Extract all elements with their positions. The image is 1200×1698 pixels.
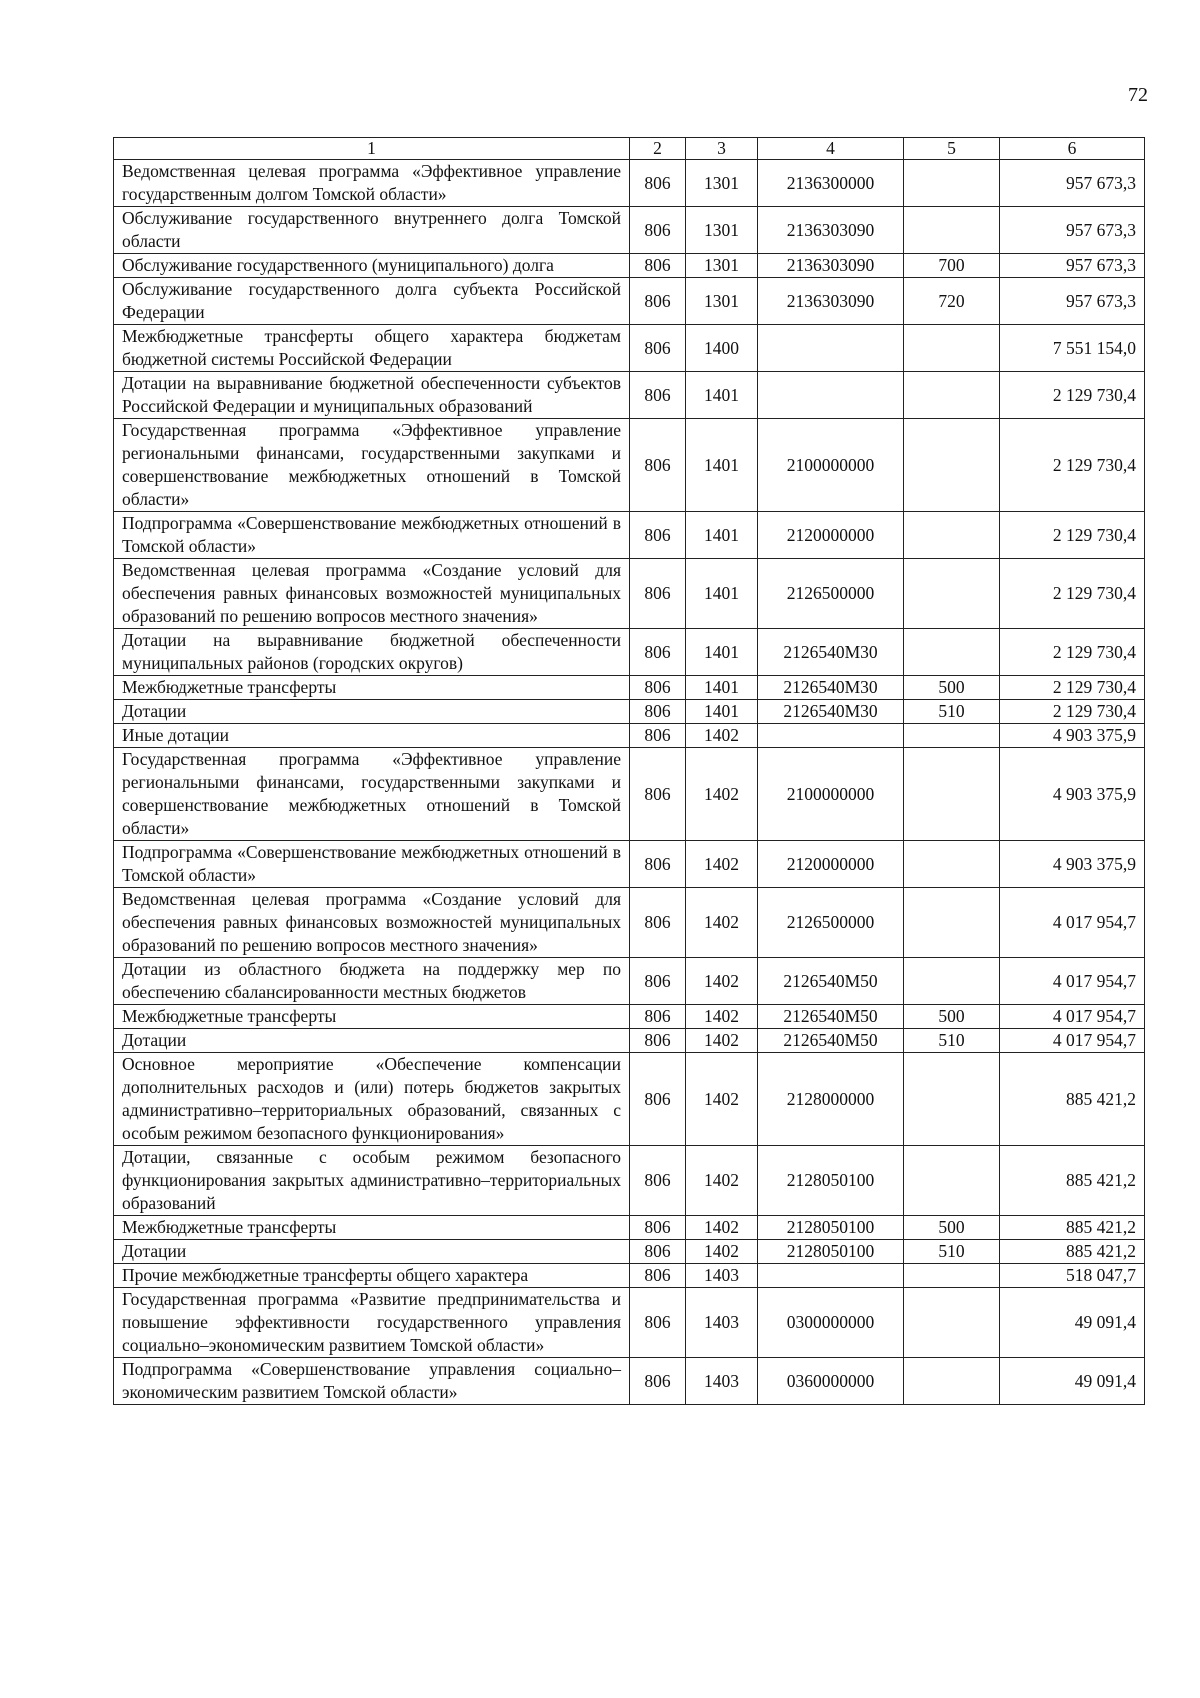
row-expense-type <box>904 958 1000 1005</box>
row-name: Прочие межбюджетные трансферты общего характера <box>114 1264 630 1288</box>
table-row <box>114 559 1145 629</box>
row-section-code: 1301 <box>686 160 758 207</box>
row-amount: 957 673,3 <box>1000 160 1145 207</box>
table-row <box>114 1358 1145 1405</box>
table-row <box>114 629 1145 676</box>
row-section-code: 1402 <box>686 1216 758 1240</box>
row-name: Государственная программа «Эффективное управление региональными финансами, государственными закупками и совершенствование межбюджетных отношений в Томской области» <box>114 419 630 512</box>
row-name: Подпрограмма «Совершенствование межбюджетных отношений в Томской области» <box>114 512 630 559</box>
row-target-code: 2100000000 <box>758 748 904 841</box>
row-ved-code: 806 <box>630 1358 686 1405</box>
row-section-code: 1301 <box>686 278 758 325</box>
row-expense-type: 500 <box>904 676 1000 700</box>
table-row <box>114 748 1145 841</box>
row-amount: 2 129 730,4 <box>1000 372 1145 419</box>
row-section-code: 1402 <box>686 958 758 1005</box>
row-expense-type <box>904 724 1000 748</box>
row-ved-code: 806 <box>630 958 686 1005</box>
row-target-code: 2126540М30 <box>758 676 904 700</box>
table-row <box>114 700 1145 724</box>
table-row <box>114 958 1145 1005</box>
header-col-6: 6 <box>1000 138 1145 160</box>
row-amount: 4 017 954,7 <box>1000 1005 1145 1029</box>
row-target-code: 2126500000 <box>758 559 904 629</box>
row-target-code: 2126540М50 <box>758 958 904 1005</box>
row-amount: 885 421,2 <box>1000 1240 1145 1264</box>
row-name: Обслуживание государственного долга субъекта Российской Федерации <box>114 278 630 325</box>
table-row <box>114 1029 1145 1053</box>
row-expense-type <box>904 1146 1000 1216</box>
header-col-5: 5 <box>904 138 1000 160</box>
row-expense-type <box>904 1288 1000 1358</box>
row-amount: 4 017 954,7 <box>1000 888 1145 958</box>
row-target-code <box>758 372 904 419</box>
row-name: Дотации, связанные с особым режимом безопасного функционирования закрытых административно–территориальных образований <box>114 1146 630 1216</box>
row-name: Дотации из областного бюджета на поддержку мер по обеспечению сбалансированности местных бюджетов <box>114 958 630 1005</box>
row-target-code: 2128000000 <box>758 1053 904 1146</box>
row-expense-type <box>904 419 1000 512</box>
row-name: Подпрограмма «Совершенствование межбюджетных отношений в Томской области» <box>114 841 630 888</box>
row-amount: 4 017 954,7 <box>1000 1029 1145 1053</box>
row-expense-type: 700 <box>904 254 1000 278</box>
header-col-4: 4 <box>758 138 904 160</box>
row-name: Межбюджетные трансферты общего характера бюджетам бюджетной системы Российской Федерации <box>114 325 630 372</box>
row-target-code: 2100000000 <box>758 419 904 512</box>
row-amount: 885 421,2 <box>1000 1216 1145 1240</box>
row-expense-type: 510 <box>904 1029 1000 1053</box>
table-body <box>114 160 1145 1405</box>
row-ved-code: 806 <box>630 372 686 419</box>
row-expense-type <box>904 1264 1000 1288</box>
row-ved-code: 806 <box>630 1146 686 1216</box>
row-section-code: 1402 <box>686 748 758 841</box>
row-name: Дотации <box>114 1029 630 1053</box>
table-row <box>114 325 1145 372</box>
table-row <box>114 841 1145 888</box>
row-amount: 7 551 154,0 <box>1000 325 1145 372</box>
row-expense-type <box>904 629 1000 676</box>
row-amount: 885 421,2 <box>1000 1053 1145 1146</box>
row-section-code: 1403 <box>686 1358 758 1405</box>
table-row <box>114 676 1145 700</box>
row-name: Обслуживание государственного (муниципального) долга <box>114 254 630 278</box>
row-amount: 4 903 375,9 <box>1000 748 1145 841</box>
table-row <box>114 278 1145 325</box>
row-target-code: 2120000000 <box>758 512 904 559</box>
row-amount: 4 017 954,7 <box>1000 958 1145 1005</box>
row-name: Межбюджетные трансферты <box>114 1005 630 1029</box>
row-name: Государственная программа «Развитие предпринимательства и повышение эффективности государственного управления социально–экономическим развитием Томской области» <box>114 1288 630 1358</box>
row-ved-code: 806 <box>630 278 686 325</box>
header-col-2: 2 <box>630 138 686 160</box>
table-row <box>114 1264 1145 1288</box>
row-amount: 2 129 730,4 <box>1000 700 1145 724</box>
header-col-1: 1 <box>114 138 630 160</box>
row-expense-type <box>904 748 1000 841</box>
row-name: Иные дотации <box>114 724 630 748</box>
row-name: Подпрограмма «Совершенствование управления социально–экономическим развитием Томской области» <box>114 1358 630 1405</box>
row-amount: 4 903 375,9 <box>1000 841 1145 888</box>
row-expense-type <box>904 372 1000 419</box>
row-target-code: 2136300000 <box>758 160 904 207</box>
row-target-code <box>758 1264 904 1288</box>
row-section-code: 1402 <box>686 1240 758 1264</box>
row-amount: 2 129 730,4 <box>1000 512 1145 559</box>
row-target-code: 2126540М50 <box>758 1005 904 1029</box>
row-ved-code: 806 <box>630 1053 686 1146</box>
table-row <box>114 1005 1145 1029</box>
budget-table <box>113 137 1145 1405</box>
header-col-3: 3 <box>686 138 758 160</box>
row-target-code: 2126540М50 <box>758 1029 904 1053</box>
row-section-code: 1402 <box>686 841 758 888</box>
row-target-code: 2128050100 <box>758 1240 904 1264</box>
row-section-code: 1402 <box>686 724 758 748</box>
header-row <box>114 138 1145 160</box>
row-name: Межбюджетные трансферты <box>114 1216 630 1240</box>
table-row <box>114 207 1145 254</box>
row-ved-code: 806 <box>630 254 686 278</box>
row-section-code: 1403 <box>686 1288 758 1358</box>
row-expense-type <box>904 1053 1000 1146</box>
table-row <box>114 372 1145 419</box>
table-row <box>114 1288 1145 1358</box>
table-row <box>114 419 1145 512</box>
row-target-code: 2136303090 <box>758 278 904 325</box>
table-row <box>114 1146 1145 1216</box>
row-amount: 518 047,7 <box>1000 1264 1145 1288</box>
table-row <box>114 1240 1145 1264</box>
row-expense-type: 510 <box>904 700 1000 724</box>
row-amount: 957 673,3 <box>1000 278 1145 325</box>
table-header <box>114 138 1145 160</box>
row-expense-type: 500 <box>904 1005 1000 1029</box>
row-amount: 2 129 730,4 <box>1000 676 1145 700</box>
row-name: Дотации на выравнивание бюджетной обеспеченности субъектов Российской Федерации и муниципальных образований <box>114 372 630 419</box>
row-ved-code: 806 <box>630 325 686 372</box>
row-expense-type <box>904 512 1000 559</box>
row-amount: 49 091,4 <box>1000 1288 1145 1358</box>
row-ved-code: 806 <box>630 512 686 559</box>
row-name: Дотации <box>114 1240 630 1264</box>
row-ved-code: 806 <box>630 748 686 841</box>
row-name: Дотации на выравнивание бюджетной обеспеченности муниципальных районов (городских округов) <box>114 629 630 676</box>
row-expense-type: 510 <box>904 1240 1000 1264</box>
row-expense-type <box>904 888 1000 958</box>
row-target-code: 2126500000 <box>758 888 904 958</box>
row-ved-code: 806 <box>630 1240 686 1264</box>
table-row <box>114 1053 1145 1146</box>
row-section-code: 1400 <box>686 325 758 372</box>
row-name: Межбюджетные трансферты <box>114 676 630 700</box>
row-name: Государственная программа «Эффективное управление региональными финансами, государственными закупками и совершенствование межбюджетных отношений в Томской области» <box>114 748 630 841</box>
row-amount: 2 129 730,4 <box>1000 559 1145 629</box>
row-section-code: 1401 <box>686 629 758 676</box>
row-section-code: 1301 <box>686 207 758 254</box>
row-target-code: 2126540М30 <box>758 700 904 724</box>
table-row <box>114 160 1145 207</box>
table-row <box>114 724 1145 748</box>
row-ved-code: 806 <box>630 160 686 207</box>
row-section-code: 1402 <box>686 1029 758 1053</box>
row-ved-code: 806 <box>630 207 686 254</box>
row-expense-type <box>904 207 1000 254</box>
row-expense-type: 720 <box>904 278 1000 325</box>
row-ved-code: 806 <box>630 629 686 676</box>
row-section-code: 1402 <box>686 1146 758 1216</box>
row-section-code: 1401 <box>686 419 758 512</box>
row-ved-code: 806 <box>630 559 686 629</box>
row-ved-code: 806 <box>630 700 686 724</box>
table-row <box>114 254 1145 278</box>
row-target-code <box>758 724 904 748</box>
row-name: Ведомственная целевая программа «Эффективное управление государственным долгом Томской области» <box>114 160 630 207</box>
row-ved-code: 806 <box>630 724 686 748</box>
row-ved-code: 806 <box>630 1005 686 1029</box>
row-expense-type <box>904 841 1000 888</box>
row-ved-code: 806 <box>630 676 686 700</box>
row-amount: 2 129 730,4 <box>1000 629 1145 676</box>
row-ved-code: 806 <box>630 1029 686 1053</box>
row-name: Ведомственная целевая программа «Создание условий для обеспечения равных финансовых возможностей муниципальных образований по решению вопросов местного значения» <box>114 559 630 629</box>
row-amount: 2 129 730,4 <box>1000 419 1145 512</box>
row-section-code: 1403 <box>686 1264 758 1288</box>
row-target-code: 2128050100 <box>758 1216 904 1240</box>
row-target-code: 0360000000 <box>758 1358 904 1405</box>
table-row <box>114 888 1145 958</box>
row-expense-type: 500 <box>904 1216 1000 1240</box>
row-ved-code: 806 <box>630 1264 686 1288</box>
row-expense-type <box>904 1358 1000 1405</box>
row-target-code: 2136303090 <box>758 254 904 278</box>
row-amount: 957 673,3 <box>1000 254 1145 278</box>
row-section-code: 1301 <box>686 254 758 278</box>
row-amount: 4 903 375,9 <box>1000 724 1145 748</box>
row-ved-code: 806 <box>630 419 686 512</box>
row-target-code: 2126540М30 <box>758 629 904 676</box>
row-section-code: 1402 <box>686 1005 758 1029</box>
row-expense-type <box>904 160 1000 207</box>
row-target-code: 2120000000 <box>758 841 904 888</box>
row-section-code: 1402 <box>686 1053 758 1146</box>
row-ved-code: 806 <box>630 888 686 958</box>
page-number: 72 <box>1128 84 1148 106</box>
row-section-code: 1401 <box>686 559 758 629</box>
row-section-code: 1401 <box>686 700 758 724</box>
row-target-code: 0300000000 <box>758 1288 904 1358</box>
row-section-code: 1401 <box>686 512 758 559</box>
row-name: Основное мероприятие «Обеспечение компенсации дополнительных расходов и (или) потерь бюджетов закрытых административно–территориальных образований, связанных с особым режимом безопасного функционирования» <box>114 1053 630 1146</box>
row-expense-type <box>904 559 1000 629</box>
row-name: Ведомственная целевая программа «Создание условий для обеспечения равных финансовых возможностей муниципальных образований по решению вопросов местного значения» <box>114 888 630 958</box>
row-ved-code: 806 <box>630 841 686 888</box>
table-row <box>114 512 1145 559</box>
row-name: Обслуживание государственного внутреннего долга Томской области <box>114 207 630 254</box>
row-expense-type <box>904 325 1000 372</box>
row-ved-code: 806 <box>630 1288 686 1358</box>
row-target-code: 2128050100 <box>758 1146 904 1216</box>
row-section-code: 1402 <box>686 888 758 958</box>
row-target-code: 2136303090 <box>758 207 904 254</box>
row-ved-code: 806 <box>630 1216 686 1240</box>
row-section-code: 1401 <box>686 676 758 700</box>
row-section-code: 1401 <box>686 372 758 419</box>
row-name: Дотации <box>114 700 630 724</box>
table-row <box>114 1216 1145 1240</box>
row-amount: 885 421,2 <box>1000 1146 1145 1216</box>
row-target-code <box>758 325 904 372</box>
row-amount: 957 673,3 <box>1000 207 1145 254</box>
row-amount: 49 091,4 <box>1000 1358 1145 1405</box>
